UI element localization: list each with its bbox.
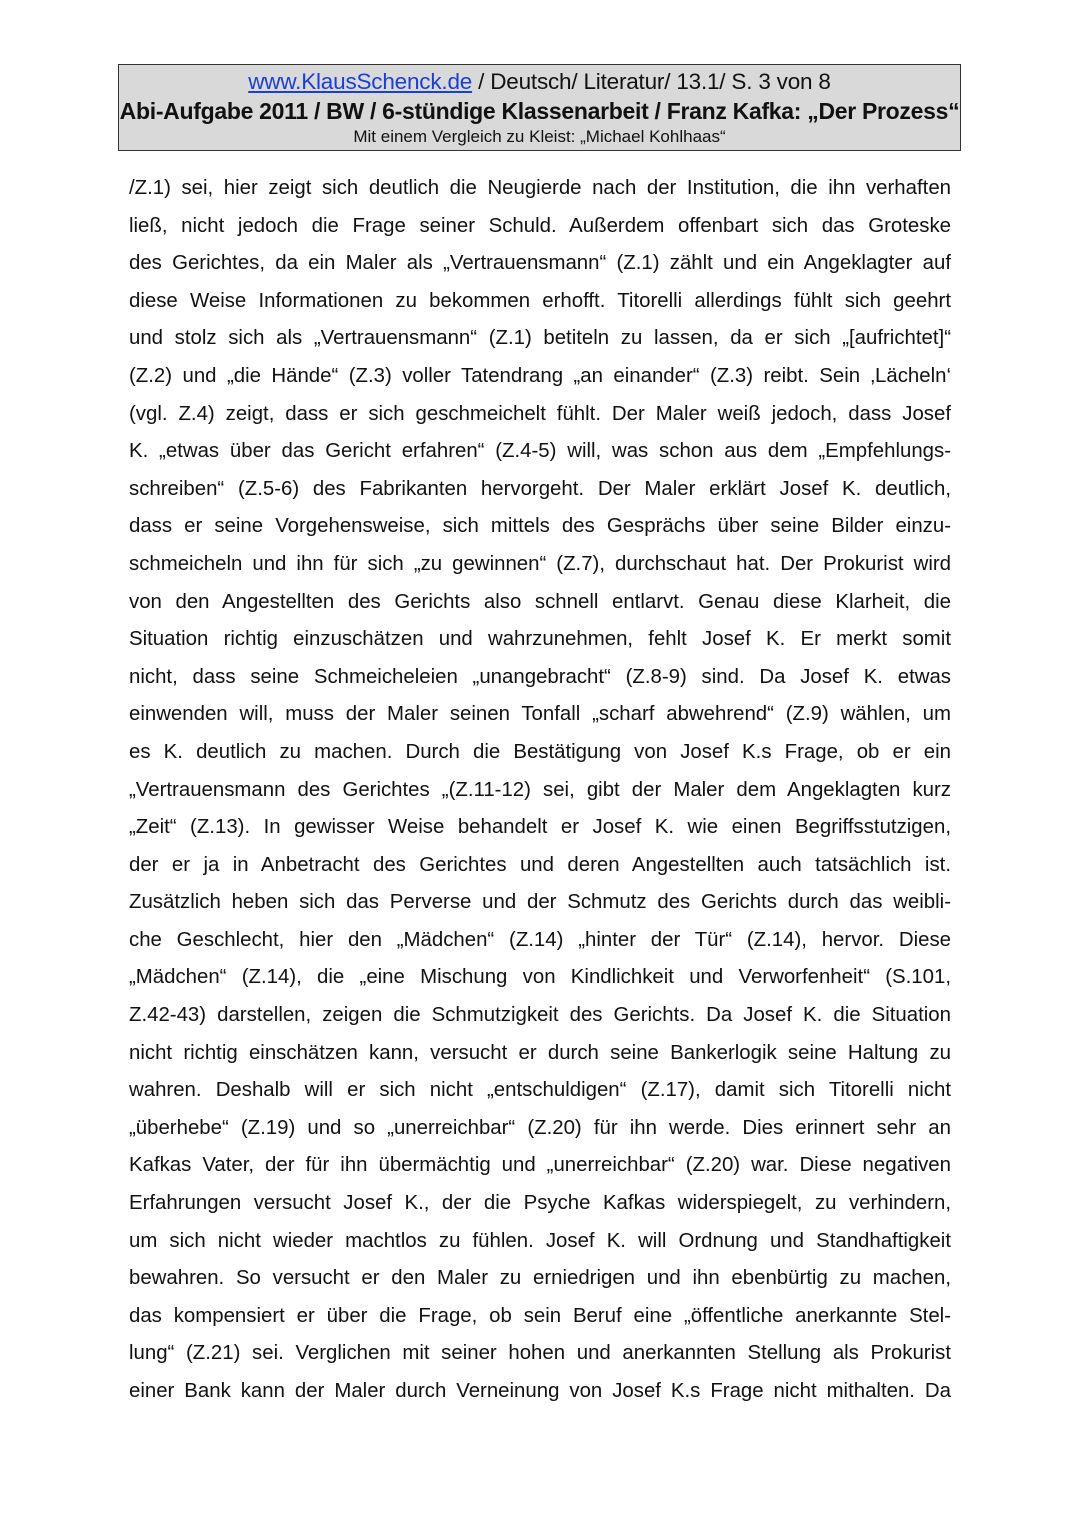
text-line: „überhebe“ (Z.19) und so „unerreichbar“ (Z.20) für ihn werde. Dies erinnert sehr an (129, 1116, 951, 1139)
text-line: dass er seine Vorgehensweise, sich mittels des Gesprächs über seine Bilder einzu- (129, 515, 951, 538)
text-line: des Gerichtes, da ein Maler als „Vertrauensmann“ (Z.1) zählt und ein Angeklagter auf (129, 252, 951, 275)
text-line: che Geschlecht, hier den „Mädchen“ (Z.14) „hinter der Tür“ (Z.14), hervor. Diese (129, 928, 951, 951)
text-line: (Z.2) und „die Hände“ (Z.3) voller Tatendrang „an einander“ (Z.3) reibt. Sein ‚Lächeln‘ (129, 364, 951, 387)
text-line: Zusätzlich heben sich das Perverse und der Schmutz des Gerichts durch das weibli- (129, 891, 951, 914)
site-link[interactable]: www.KlausSchenck.de (248, 69, 473, 94)
text-line: schmeicheln und ihn für sich „zu gewinnen“ (Z.7), durchschaut hat. Der Prokurist wird (129, 552, 951, 575)
text-line: einer Bank kann der Maler durch Verneinung von Josef K.s Frage nicht mithalten. Da (129, 1380, 951, 1402)
text-line: es K. deutlich zu machen. Durch die Bestätigung von Josef K.s Frage, ob er ein (129, 740, 951, 763)
text-line: schreiben“ (Z.5-6) des Fabrikanten hervorgeht. Der Maler erklärt Josef K. deutlich, (129, 477, 951, 500)
header-site-line (119, 68, 960, 96)
text-line: „Zeit“ (Z.13). In gewisser Weise behandelt er Josef K. wie einen Begriffsstutzigen, (129, 816, 951, 839)
text-line: K. „etwas über das Gericht erfahren“ (Z.4-5) will, was schon aus dem „Empfehlungs- (129, 440, 951, 463)
page-header (118, 64, 961, 151)
text-line: Kafkas Vater, der für ihn übermächtig und „unerreichbar“ (Z.20) war. Diese negativen (129, 1154, 951, 1177)
text-line: „Mädchen“ (Z.14), die „eine Mischung von Kindlichkeit und Verworfenheit“ (S.101, (129, 966, 951, 989)
text-line: /Z.1) sei, hier zeigt sich deutlich die Neugierde nach der Institution, die ihn verhaften (129, 177, 951, 199)
text-line: ließ, nicht jedoch die Frage seiner Schuld. Außerdem offenbart sich das Groteske (129, 214, 951, 237)
text-line: (vgl. Z.4) zeigt, dass er sich geschmeichelt fühlt. Der Maler weiß jedoch, dass Josef (129, 402, 951, 425)
header-subtitle: Mit einem Vergleich zu Kleist: „Michael Kohlhaas“ (353, 127, 726, 146)
body-text (129, 170, 951, 1411)
text-line: Erfahrungen versucht Josef K., der die Psyche Kafkas widerspiegelt, zu verhindern, (129, 1192, 951, 1215)
text-line: Situation richtig einzuschätzen und wahrzunehmen, fehlt Josef K. Er merkt somit (129, 628, 951, 651)
text-line: einwenden will, muss der Maler seinen Tonfall „scharf abwehrend“ (Z.9) wählen, um (129, 703, 951, 726)
text-line: bewahren. So versucht er den Maler zu erniedrigen und ihn ebenbürtig zu machen, (129, 1267, 951, 1290)
text-line: wahren. Deshalb will er sich nicht „entschuldigen“ (Z.17), damit sich Titorelli nicht (129, 1079, 951, 1102)
text-line: „Vertrauensmann des Gerichtes „(Z.11-12) sei, gibt der Maler dem Angeklagten kurz (129, 778, 951, 801)
header-title: Abi-Aufgabe 2011 / BW / 6-stündige Klassenarbeit / Franz Kafka: „Der Prozess“ (119, 98, 960, 124)
text-line: das kompensiert er über die Frage, ob sein Beruf eine „öffentliche anerkannte Stel- (129, 1304, 951, 1327)
text-line: nicht richtig einschätzen kann, versucht er durch seine Bankerlogik seine Haltung zu (129, 1041, 951, 1064)
text-line: von den Angestellten des Gerichts also schnell entlarvt. Genau diese Klarheit, die (129, 590, 951, 613)
text-line: um sich nicht wieder machtlos zu fühlen. Josef K. will Ordnung und Standhaftigkeit (129, 1229, 951, 1252)
text-line: lung“ (Z.21) sei. Verglichen mit seiner hohen und anerkannten Stellung als Prokurist (129, 1342, 951, 1365)
text-line: diese Weise Informationen zu bekommen erhofft. Titorelli allerdings fühlt sich geehrt (129, 289, 951, 312)
header-breadcrumb: / Deutsch/ Literatur/ 13.1/ S. 3 von 8 (472, 69, 831, 94)
text-line: und stolz sich als „Vertrauensmann“ (Z.1) betiteln zu lassen, da er sich „[aufrichtet]“ (129, 327, 951, 350)
text-line: der er ja in Anbetracht des Gerichtes und deren Angestellten auch tatsächlich ist. (129, 853, 951, 876)
text-line: Z.42-43) darstellen, zeigen die Schmutzigkeit des Gerichts. Da Josef K. die Situation (129, 1004, 951, 1027)
text-line: nicht, dass seine Schmeicheleien „unangebracht“ (Z.8-9) sind. Da Josef K. etwas (129, 665, 951, 688)
